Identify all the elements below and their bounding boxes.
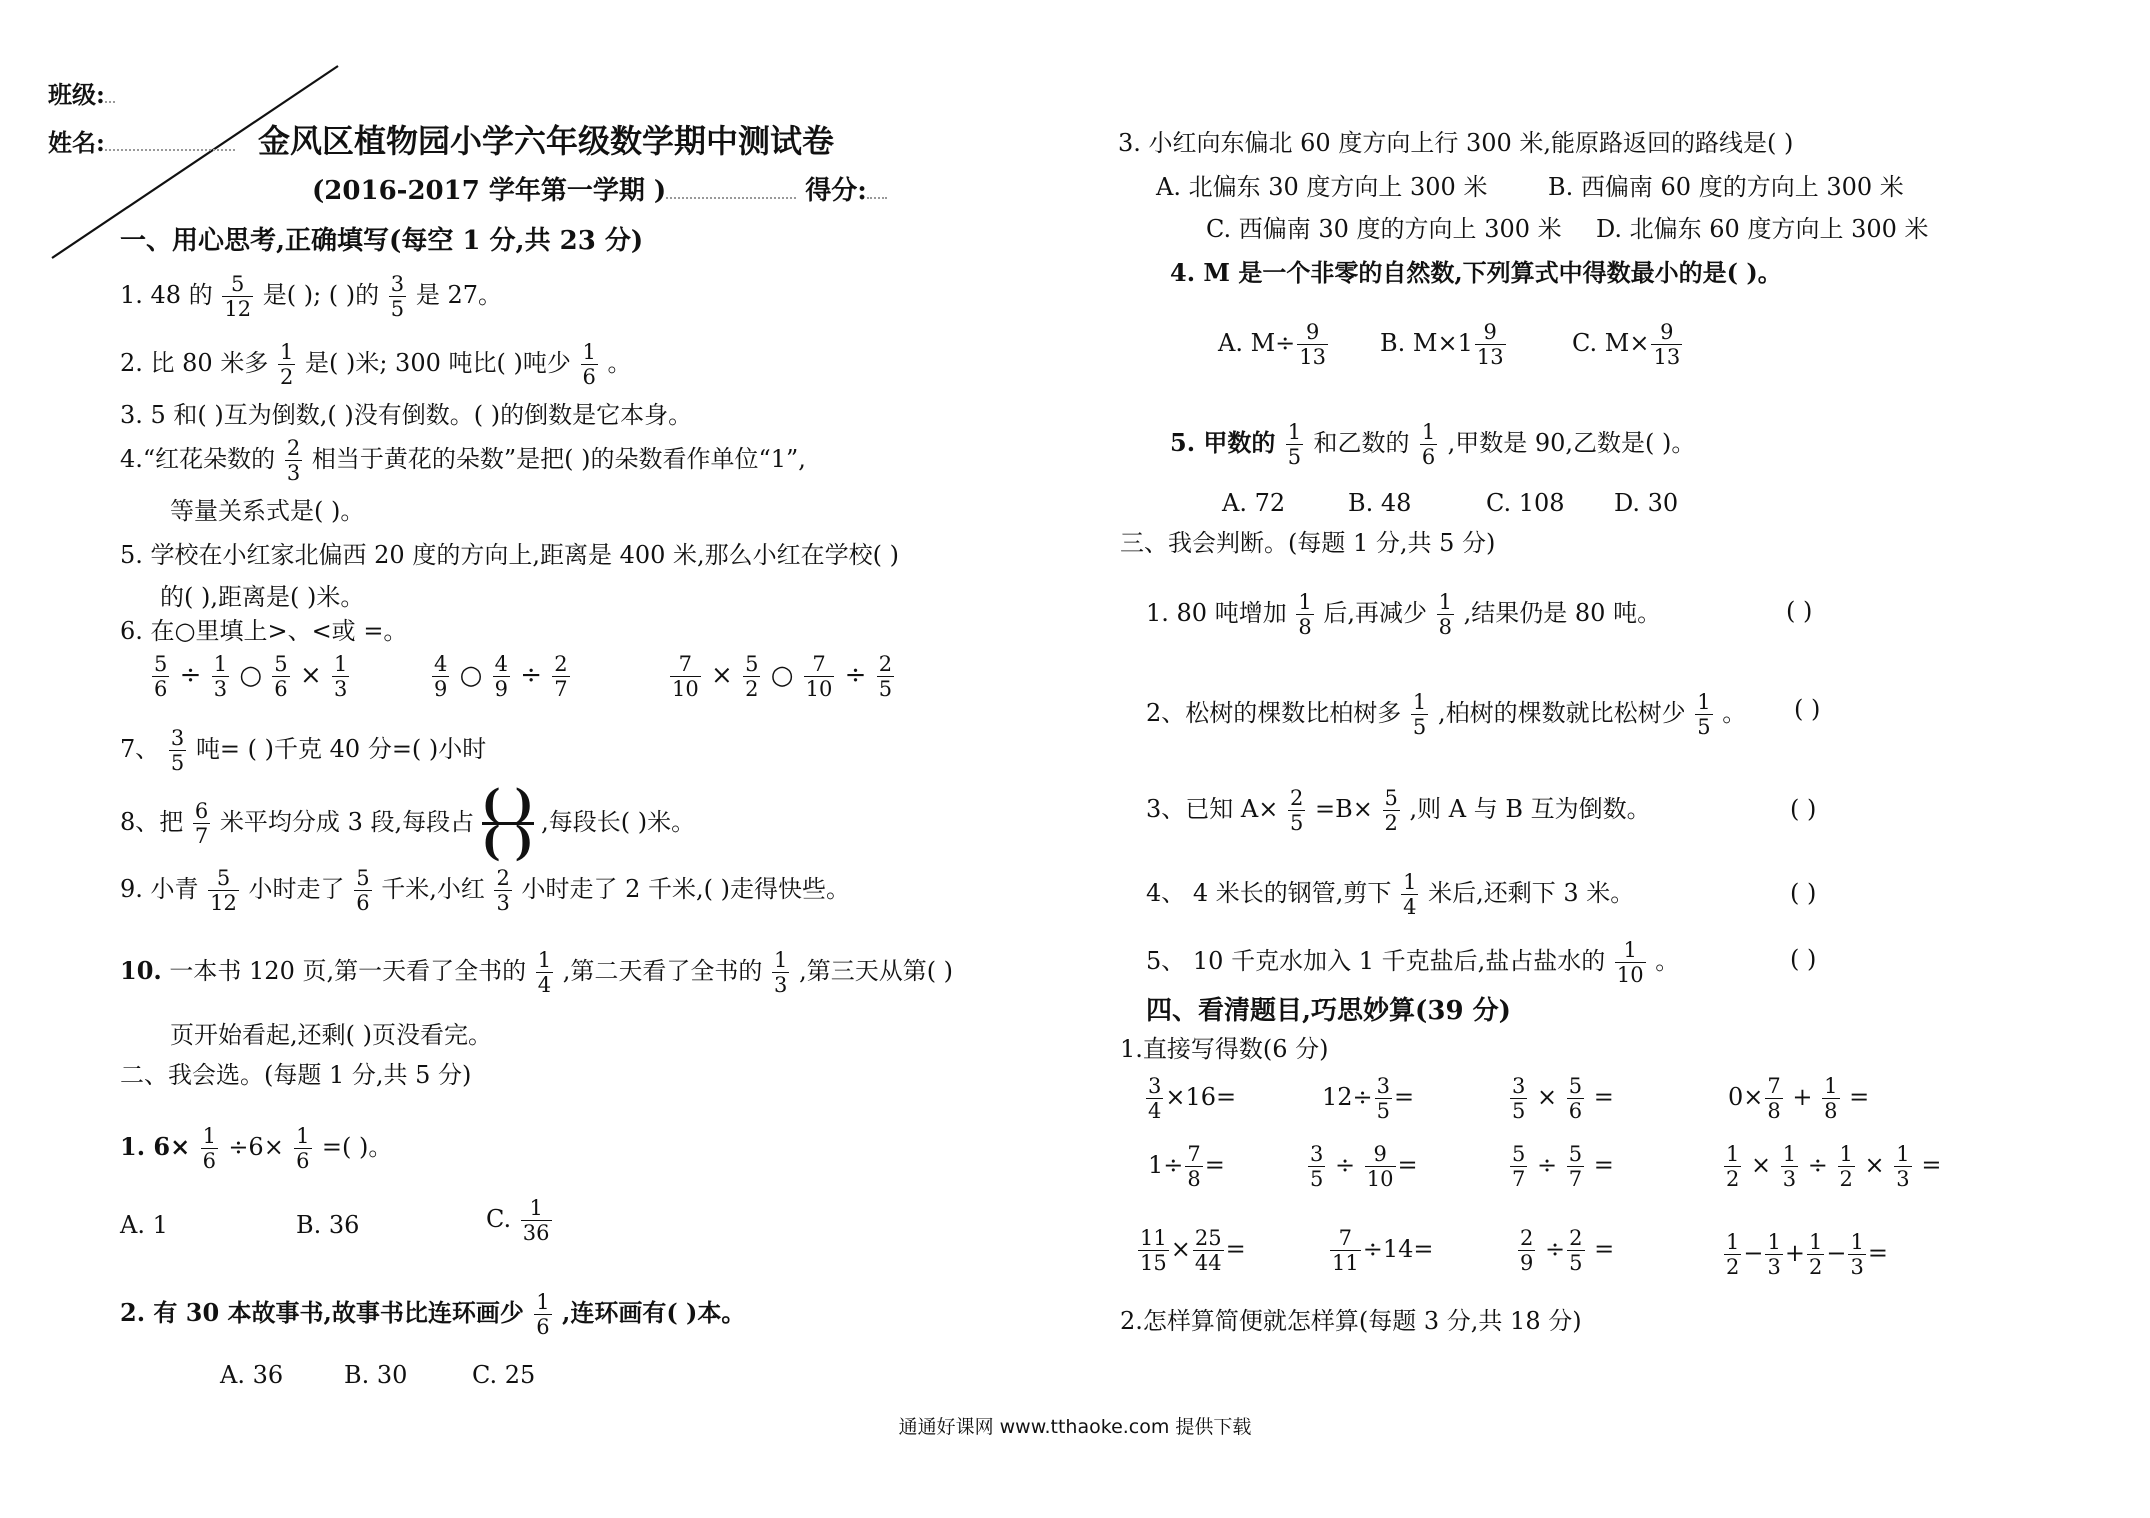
calc-r1-c3: $\frac{3}{5}$ × $\frac{5}{6}$ =: [1512, 1074, 1614, 1123]
s1-q5: 5. 学校在小红家北偏西 20 度的方向上,距离是 400 米,那么小红在学校( ): [120, 541, 900, 569]
s1-q6-expr1: $\frac{5}{6}$ ÷ $\frac{1}{3}$ ○ $\frac{5}{6}$ × $\frac{1}{3}$: [154, 652, 348, 701]
s4-sub1: 1.直接写得数(6 分): [1120, 1035, 1329, 1063]
footer-credit: 通通好课网 www.tthaoke.com 提供下载: [898, 1416, 1252, 1438]
s1-q2: 2. 比 80 米多 $\frac{1}{2}$ 是( )米; 300 吨比( )吨少 $\frac{1}{6}$ 。: [120, 340, 632, 389]
s1-q6-expr3: $\frac{7}{10}$ × $\frac{5}{2}$ ○ $\frac{7}{10}$ ÷ $\frac{2}{5}$: [672, 652, 893, 701]
section4-heading: 四、看清题目,巧思妙算(39 分): [1146, 996, 1511, 1026]
s2-q1-option-b[interactable]: B. 36: [296, 1211, 360, 1239]
s2-q2-option-c[interactable]: C. 25: [472, 1361, 536, 1389]
s2-q3: 3. 小红向东偏北 60 度方向上行 300 米,能原路返回的路线是( ): [1118, 129, 1794, 157]
calc-r2-c4: $\frac{1}{2}$ × $\frac{1}{3}$ ÷ $\frac{1}{2}$ × $\frac{1}{3}$ =: [1726, 1142, 1942, 1191]
s1-q6-expr2: $\frac{4}{9}$ ○ $\frac{4}{9}$ ÷ $\frac{2}{7}$: [434, 652, 568, 701]
calc-r3-c3: $\frac{2}{9}$ ÷ $\frac{2}{5}$ =: [1520, 1226, 1615, 1275]
s1-q6-label: 6. 在○里填上>、<或 =。: [120, 617, 408, 645]
name-label: 姓名:: [48, 128, 235, 158]
calc-r1-c4: 0× $\frac{7}{8}$ + $\frac{1}{8}$ =: [1728, 1074, 1870, 1123]
s2-q2-option-a[interactable]: A. 36: [220, 1361, 284, 1389]
s3-q4: 4、 4 米长的钢管,剪下 $\frac{1}{4}$ 米后,还剩下 3 米。: [1146, 870, 1635, 919]
judge-paren-3[interactable]: ( ): [1790, 795, 1817, 823]
s2-q3-option-b[interactable]: B. 西偏南 60 度的方向上 300 米: [1548, 173, 1904, 201]
calc-r3-c4: $\frac{1}{2}$ − $\frac{1}{3}$ + $\frac{1}{2}$ − $\frac{1}{3}$ =: [1726, 1230, 1888, 1279]
fraction: $\frac{2}{3}$: [286, 436, 301, 485]
s2-q2: 2. 有 30 本故事书,故事书比连环画少 $\frac{1}{6}$ ,连环画有( )本。: [120, 1290, 746, 1339]
s1-q10: 10. 一本书 120 页,第一天看了全书的 $\frac{1}{4}$ ,第二天看了全书的 $\frac{1}{3}$ ,第三天从第( ): [120, 948, 954, 997]
s2-q3-option-d[interactable]: D. 北偏东 60 度方向上 300 米: [1596, 215, 1929, 243]
judge-paren-4[interactable]: ( ): [1790, 879, 1817, 907]
s2-q5-option-b[interactable]: B. 48: [1348, 489, 1412, 517]
s3-q1: 1. 80 吨增加 $\frac{1}{8}$ 后,再减少 $\frac{1}{8}$ ,结果仍是 80 吨。: [1146, 590, 1662, 639]
section2-heading: 二、我会选。(每题 1 分,共 5 分): [120, 1061, 472, 1089]
compare-circle[interactable]: ○: [459, 660, 483, 691]
calc-r1-c1: $\frac{3}{4}$ ×16=: [1148, 1074, 1237, 1123]
s1-q4-cont: 等量关系式是( )。: [170, 497, 365, 525]
calc-r3-c1: $\frac{11}{15}$ × $\frac{25}{44}$ =: [1140, 1226, 1246, 1275]
s2-q1: 1. 6× $\frac{1}{6}$ ÷6× $\frac{1}{6}$ =( )。: [120, 1124, 393, 1173]
s1-q10-cont: 页开始看起,还剩( )页没看完。: [170, 1021, 492, 1049]
section1-heading: 一、用心思考,正确填写(每空 1 分,共 23 分): [120, 226, 644, 256]
fraction: $\frac{3}{5}$: [390, 272, 405, 321]
s1-q8: 8、把 $\frac{6}{7}$ 米平均分成 3 段,每段占 ( ) ( ) ,每段长( )米。: [120, 781, 696, 865]
s2-q4-option-b[interactable]: B. M×1 $\frac{9}{13}$: [1380, 320, 1504, 369]
s1-q7: 7、 $\frac{3}{5}$ 吨= ( )千克 40 分=( )小时: [120, 726, 487, 775]
s1-q9: 9. 小青 $\frac{5}{12}$ 小时走了 $\frac{5}{6}$ 千米,小红 $\frac{2}{3}$ 小时走了 2 千米,( )走得快些。: [120, 866, 851, 915]
s3-q3: 3、已知 A× $\frac{2}{5}$ =B× $\frac{5}{2}$ ,则 A 与 B 互为倒数。: [1146, 786, 1651, 835]
s2-q3-option-c[interactable]: C. 西偏南 30 度的方向上 300 米: [1206, 215, 1562, 243]
s3-q5: 5、 10 千克水加入 1 千克盐后,盐占盐水的 $\frac{1}{10}$ 。: [1146, 938, 1680, 987]
blank-fraction[interactable]: ( ) ( ): [481, 781, 534, 865]
s2-q3-option-a[interactable]: A. 北偏东 30 度方向上 300 米: [1156, 173, 1488, 201]
s2-q4: 4. M 是一个非零的自然数,下列算式中得数最小的是( )。: [1170, 258, 1782, 287]
s1-q5-cont: 的( ),距离是( )米。: [160, 583, 365, 611]
calc-r2-c3: $\frac{5}{7}$ ÷ $\frac{5}{7}$ =: [1512, 1142, 1614, 1191]
s2-q5-option-c[interactable]: C. 108: [1486, 489, 1565, 517]
s2-q5: 5. 甲数的 $\frac{1}{5}$ 和乙数的 $\frac{1}{6}$ ,甲数是 90,乙数是( )。: [1170, 420, 1696, 469]
calc-r1-c2: 12÷ $\frac{3}{5}$ =: [1322, 1074, 1415, 1123]
s3-q2: 2、松树的棵数比柏树多 $\frac{1}{5}$ ,柏树的棵数就比松树少 $\frac{1}{5}$ 。: [1146, 690, 1747, 739]
class-label: 班级:: [48, 80, 115, 110]
s2-q4-option-c[interactable]: C. M× $\frac{9}{13}$: [1572, 320, 1681, 369]
s2-q4-option-a[interactable]: A. M÷ $\frac{9}{13}$: [1218, 320, 1327, 369]
s1-q1: 1. 48 的 $\frac{5}{12}$ 是( ); ( )的 $\frac{3}{5}$ 是 27。: [120, 272, 502, 321]
section3-heading: 三、我会判断。(每题 1 分,共 5 分): [1120, 529, 1496, 557]
judge-paren-1[interactable]: ( ): [1786, 597, 1813, 625]
calc-r2-c2: $\frac{3}{5}$ ÷ $\frac{9}{10}$ =: [1310, 1142, 1418, 1191]
fraction: $\frac{1}{6}$: [582, 340, 596, 389]
term-line: (2016-2017 学年第一学期 ) 得分:: [312, 176, 887, 206]
s2-q5-option-d[interactable]: D. 30: [1614, 489, 1679, 517]
compare-circle[interactable]: ○: [239, 660, 263, 691]
s2-q1-option-c[interactable]: C. $\frac{1}{36}$: [486, 1196, 550, 1245]
fraction: $\frac{1}{2}$: [279, 340, 294, 389]
fraction: $\frac{5}{12}$: [224, 272, 252, 321]
judge-paren-5[interactable]: ( ): [1790, 945, 1817, 973]
s2-q2-option-b[interactable]: B. 30: [344, 1361, 408, 1389]
calc-r2-c1: 1÷ $\frac{7}{8}$ =: [1148, 1142, 1225, 1191]
s1-q4: 4.“红花朵数的 $\frac{2}{3}$ 相当于黄花的朵数”是把( )的朵数看作单位“1”,: [120, 436, 806, 485]
s4-sub2: 2.怎样算简便就怎样算(每题 3 分,共 18 分): [1120, 1307, 1582, 1335]
compare-circle[interactable]: ○: [770, 660, 794, 691]
s2-q5-option-a[interactable]: A. 72: [1222, 489, 1286, 517]
exam-title: 金风区植物园小学六年级数学期中测试卷: [258, 122, 835, 160]
s1-q3: 3. 5 和( )互为倒数,( )没有倒数。( )的倒数是它本身。: [120, 401, 693, 429]
s2-q1-option-a[interactable]: A. 1: [120, 1211, 168, 1239]
judge-paren-2[interactable]: ( ): [1794, 695, 1821, 723]
calc-r3-c2: $\frac{7}{11}$ ÷14=: [1332, 1226, 1434, 1275]
